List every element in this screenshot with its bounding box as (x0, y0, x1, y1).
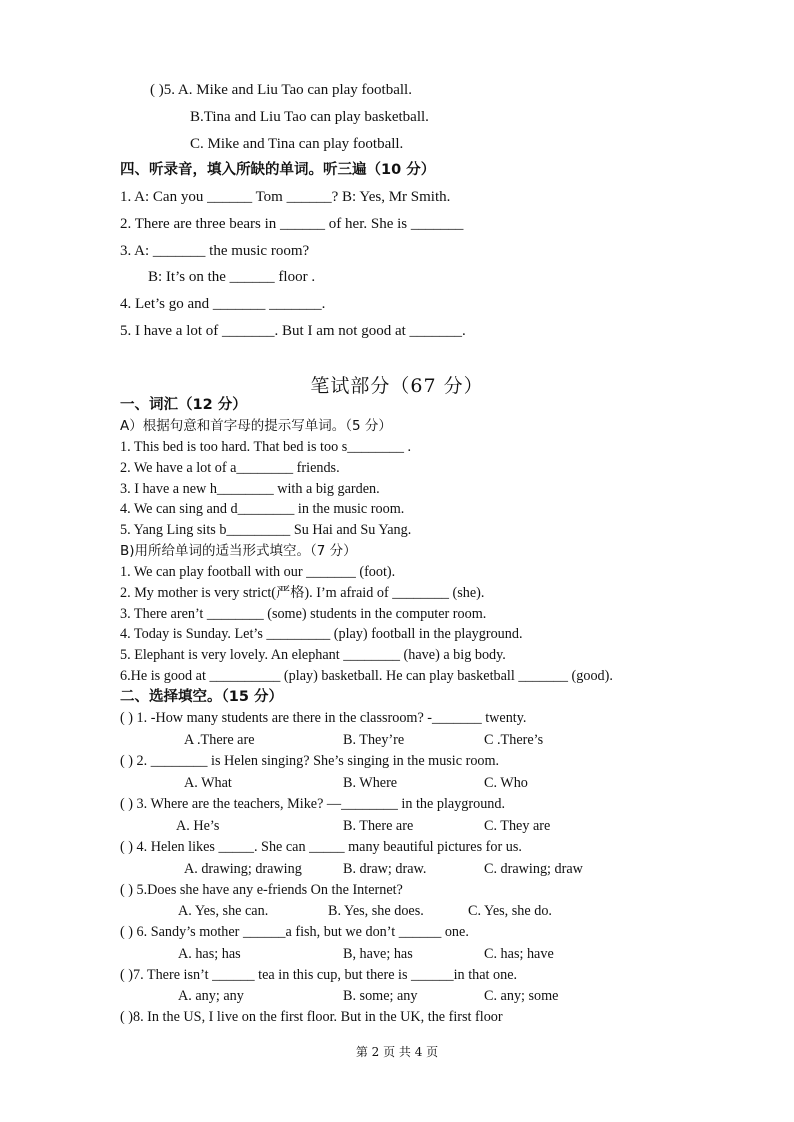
choice-q7-option-a: A. any; any (178, 988, 244, 1004)
choice-q3-option-b: B. There are (343, 818, 414, 834)
choice-q6-option-c: C. has; have (484, 946, 554, 962)
choice-q1: ( ) 1. -How many students are there in the classroom? -_______ twenty. (120, 710, 527, 726)
page-footer: 第 2 页 共 4 页 (355, 1045, 439, 1059)
q5-option-b: B.Tina and Liu Tao can play basketball. (190, 109, 429, 125)
choice-q5-option-c: C. Yes, she do. (468, 903, 552, 919)
vocab-a-item-2: 2. We have a lot of a________ friends. (120, 460, 340, 476)
choice-q3: ( ) 3. Where are the teachers, Mike? —________ in the playground. (120, 796, 506, 812)
vocab-a-item-1: 1. This bed is too hard. That bed is too s________ . (120, 439, 412, 455)
choice-q4-option-b: B. draw; draw. (343, 861, 427, 877)
vocab-a-item-4: 4. We can sing and d________ in the music room. (120, 501, 405, 517)
choice-q3-option-c: C. They are (484, 818, 551, 834)
section4-item-3: 3. A: _______ the music room? (120, 243, 310, 259)
vocab-b-item-5: 5. Elephant is very lovely. An elephant ________ (have) a big body. (120, 647, 506, 663)
vocab-a-item-5: 5. Yang Ling sits b_________ Su Hai and Su Yang. (120, 522, 412, 538)
choice-q2-option-b: B. Where (343, 775, 398, 791)
choice-q1-option-a: A .There are (184, 732, 255, 748)
vocab-b-item-3: 3. There aren’t ________ (some) students in the computer room. (120, 606, 487, 622)
choice-q2-option-a: A. What (184, 775, 232, 791)
choice-q1-option-c: C .There’s (484, 732, 544, 748)
choice-q7: ( )7. There isn’t ______ tea in this cup, but there is ______in that one. (120, 967, 518, 983)
choice-q2: ( ) 2. ________ is Helen singing? She’s singing in the music room. (120, 753, 500, 769)
choice-q4-option-c: C. drawing; draw (484, 861, 583, 877)
choice-q7-option-b: B. some; any (343, 988, 418, 1004)
choice-heading: 二、选择填空。（15 分） (120, 689, 283, 705)
vocab-b-item-4: 4. Today is Sunday. Let’s _________ (play) football in the playground. (120, 626, 523, 642)
vocab-part-a-instruction: A）根据句意和首字母的提示写单词。（5 分） (120, 418, 392, 434)
choice-q6-option-a: A. has; has (178, 946, 241, 962)
q5-option-a: ( )5. A. Mike and Liu Tao can play football. (150, 82, 412, 98)
written-part-title: 笔试部分（67 分） (310, 375, 484, 397)
section4-item-5: 5. I have a lot of _______. But I am not good at _______. (120, 323, 466, 339)
choice-q7-option-c: C. any; some (484, 988, 559, 1004)
vocab-a-item-3: 3. I have a new h________ with a big garden. (120, 481, 380, 497)
section4-item-2: 2. There are three bears in ______ of her. She is _______ (120, 216, 464, 232)
vocab-b-item-6: 6.He is good at __________ (play) basketball. He can play basketball _______ (good). (120, 668, 613, 684)
vocab-b-item-2: 2. My mother is very strict(严格). I’m afraid of ________ (she). (120, 585, 485, 601)
choice-q3-option-a: A. He’s (176, 818, 220, 834)
section4-item-4: 4. Let’s go and _______ _______. (120, 296, 326, 312)
choice-q8: ( )8. In the US, I live on the first floor. But in the UK, the first floor (120, 1009, 503, 1025)
choice-q5-option-b: B. Yes, she does. (328, 903, 424, 919)
choice-q6: ( ) 6. Sandy’s mother ______a fish, but we don’t ______ one. (120, 924, 469, 940)
choice-q4: ( ) 4. Helen likes _____. She can _____ many beautiful pictures for us. (120, 839, 522, 855)
choice-q4-option-a: A. drawing; drawing (184, 861, 302, 877)
choice-q1-option-b: B. They’re (343, 732, 405, 748)
q5-option-c: C. Mike and Tina can play football. (190, 136, 404, 152)
choice-q5: ( ) 5.Does she have any e-friends On the Internet? (120, 882, 403, 898)
choice-q2-option-c: C. Who (484, 775, 528, 791)
vocab-b-item-1: 1. We can play football with our _______ (foot). (120, 564, 396, 580)
choice-q6-option-b: B, have; has (343, 946, 413, 962)
vocab-part-b-instruction: B)用所给单词的适当形式填空。（7 分） (120, 543, 357, 559)
section4-item-3b: B: It’s on the ______ floor . (148, 269, 316, 285)
section4-item-1: 1. A: Can you ______ Tom ______? B: Yes, Mr Smith. (120, 189, 451, 205)
vocab-heading: 一、词汇（12 分） (120, 397, 247, 413)
section4-heading: 四、听录音，填入所缺的单词。听三遍（10 分） (120, 162, 436, 178)
choice-q5-option-a: A. Yes, she can. (178, 903, 269, 919)
